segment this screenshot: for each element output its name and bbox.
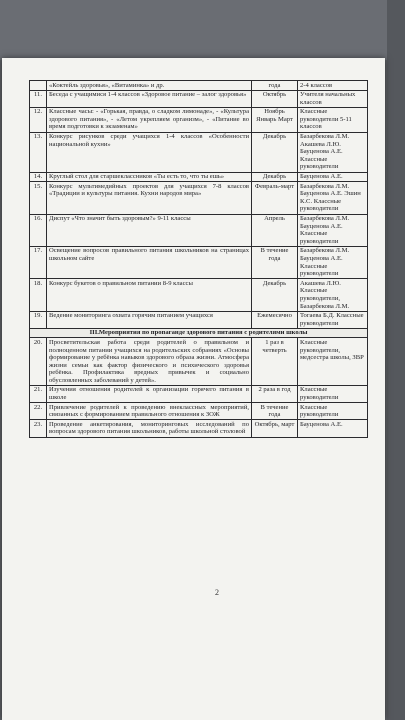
row-number: 21.: [30, 385, 47, 402]
date-cell: года: [252, 81, 298, 91]
event-cell: Круглый стол для старшеклассников «Ты есть то, что ты ешь»: [47, 172, 252, 182]
responsible-cell: Классные руководители, медсестра школы, ЗВР: [298, 338, 368, 386]
row-number: 13.: [30, 132, 47, 172]
date-cell: 1 раз в четверть: [252, 338, 298, 386]
date-cell: Ноябрь Январь Март: [252, 107, 298, 132]
events-table-body-parents: [30, 338, 368, 437]
row-number: 16.: [30, 214, 47, 246]
date-cell: Февраль-март: [252, 182, 298, 214]
responsible-cell: Акашева Л.Ю. Классные руководители, Базарбекова Л.М.: [298, 279, 368, 311]
table-row: [30, 81, 368, 91]
responsible-cell: Базарбекова Л.М. Бауценова А.Е. Эшин К.С. Классные руководители: [298, 182, 368, 214]
date-cell: Апрель: [252, 214, 298, 246]
responsible-cell: Базарбекова Л.М. Бауценова А.Е. Классные руководители: [298, 246, 368, 278]
row-number: 14.: [30, 172, 47, 182]
row-number: [30, 81, 47, 91]
date-cell: Декабрь: [252, 279, 298, 311]
table-row: [30, 385, 368, 402]
date-cell: Октябрь: [252, 90, 298, 107]
date-cell: Октябрь, март: [252, 420, 298, 437]
table-row: [30, 107, 368, 132]
page-number: 2: [215, 588, 219, 597]
events-table-body: [30, 81, 368, 329]
date-cell: Декабрь: [252, 172, 298, 182]
event-cell: Освещение вопросов правильного питания школьников на страницах школьном сайте: [47, 246, 252, 278]
responsible-cell: Базарбекова Л.М. Акашева Л.Ю. Бауценова А.Е. Классные руководители: [298, 132, 368, 172]
event-cell: Привлечение родителей к проведению внеклассных мероприятий, связанных с формированием правильного отношения к ЗОЖ: [47, 403, 252, 420]
row-number: 19.: [30, 311, 47, 328]
event-cell: Конкурс букетов о правильном питании 8-9 классы: [47, 279, 252, 311]
row-number: 23.: [30, 420, 47, 437]
event-cell: «Коктейль здоровья», «Витаминка» и др.: [47, 81, 252, 91]
responsible-cell: Бауценова А.Е.: [298, 172, 368, 182]
row-number: 12.: [30, 107, 47, 132]
responsible-cell: Базарбекова Л.М. Бауценова А.Е. Классные руководители: [298, 214, 368, 246]
event-cell: Конкурс рисунков среди учащихся 1-4 классов «Особенности национальной кухни»: [47, 132, 252, 172]
responsible-cell: Тогаева Б.Д. Классные руководители: [298, 311, 368, 328]
event-cell: Конкурс мультимедийных проектов для учащихся 7-8 классов «Традиции и культуры питания. Кухни народов мира»: [47, 182, 252, 214]
event-cell: Изучения отношения родителей к организации горячего питания в школе: [47, 385, 252, 402]
row-number: 11.: [30, 90, 47, 107]
responsible-cell: Учителя начальных классов: [298, 90, 368, 107]
table-row: [30, 132, 368, 172]
section-header: III.Мероприятия по пропаганде здорового питания с родителями школы: [30, 328, 368, 338]
events-table: [29, 80, 368, 438]
table-row: [30, 338, 368, 386]
table-row: [30, 311, 368, 328]
row-number: 18.: [30, 279, 47, 311]
date-cell: В течение года: [252, 403, 298, 420]
responsible-cell: Бауценова А.Е.: [298, 420, 368, 437]
table-row: [30, 420, 368, 437]
event-cell: Проведение анкетирования, мониторинговых исследований по вопросам здорового питания школьников, работы школьной столовой: [47, 420, 252, 437]
event-cell: Просветительская работа среди родителей о правильном и полноценном питании учащихся на родительских собраниях «Основы формирование у ребёнка навыков здорового образа жизни. Атмосфера жизни семьи как фактор физического и психического здоровья ребёнка. Профилактика вредных привычек и социально обусловленных заболеваний у детей».: [47, 338, 252, 386]
table-row: [30, 279, 368, 311]
date-cell: 2 раза в год: [252, 385, 298, 402]
section-header-row: [30, 328, 368, 338]
table-row: [30, 246, 368, 278]
date-cell: Ежемесячно: [252, 311, 298, 328]
table-row: [30, 172, 368, 182]
date-cell: В течение года: [252, 246, 298, 278]
table-row: [30, 214, 368, 246]
event-cell: Беседа с учащимися 1-4 классов «Здоровое питание – залог здоровья»: [47, 90, 252, 107]
responsible-cell: Классные руководители 5-11 классов: [298, 107, 368, 132]
date-cell: Декабрь: [252, 132, 298, 172]
event-cell: Классные часы: - «Горькая, правда, о сладком лимонаде», - «Культура здорового питания», - «Летом укрепляем организм», - «Питание во время подготовки к экзаменам»: [47, 107, 252, 132]
row-number: 17.: [30, 246, 47, 278]
row-number: 22.: [30, 403, 47, 420]
row-number: 15.: [30, 182, 47, 214]
event-cell: Диспут «Что значит быть здоровым?» 9-11 классы: [47, 214, 252, 246]
camera-background-right: [387, 0, 405, 720]
responsible-cell: Классные руководители: [298, 385, 368, 402]
responsible-cell: 2-4 классов: [298, 81, 368, 91]
table-row: [30, 182, 368, 214]
document-page: [2, 58, 385, 720]
event-cell: Ведение мониторинга охвата горячим питанием учащихся: [47, 311, 252, 328]
table-row: [30, 403, 368, 420]
table-row: [30, 90, 368, 107]
camera-background-top: [0, 0, 405, 60]
row-number: 20.: [30, 338, 47, 386]
responsible-cell: Классные руководители: [298, 403, 368, 420]
